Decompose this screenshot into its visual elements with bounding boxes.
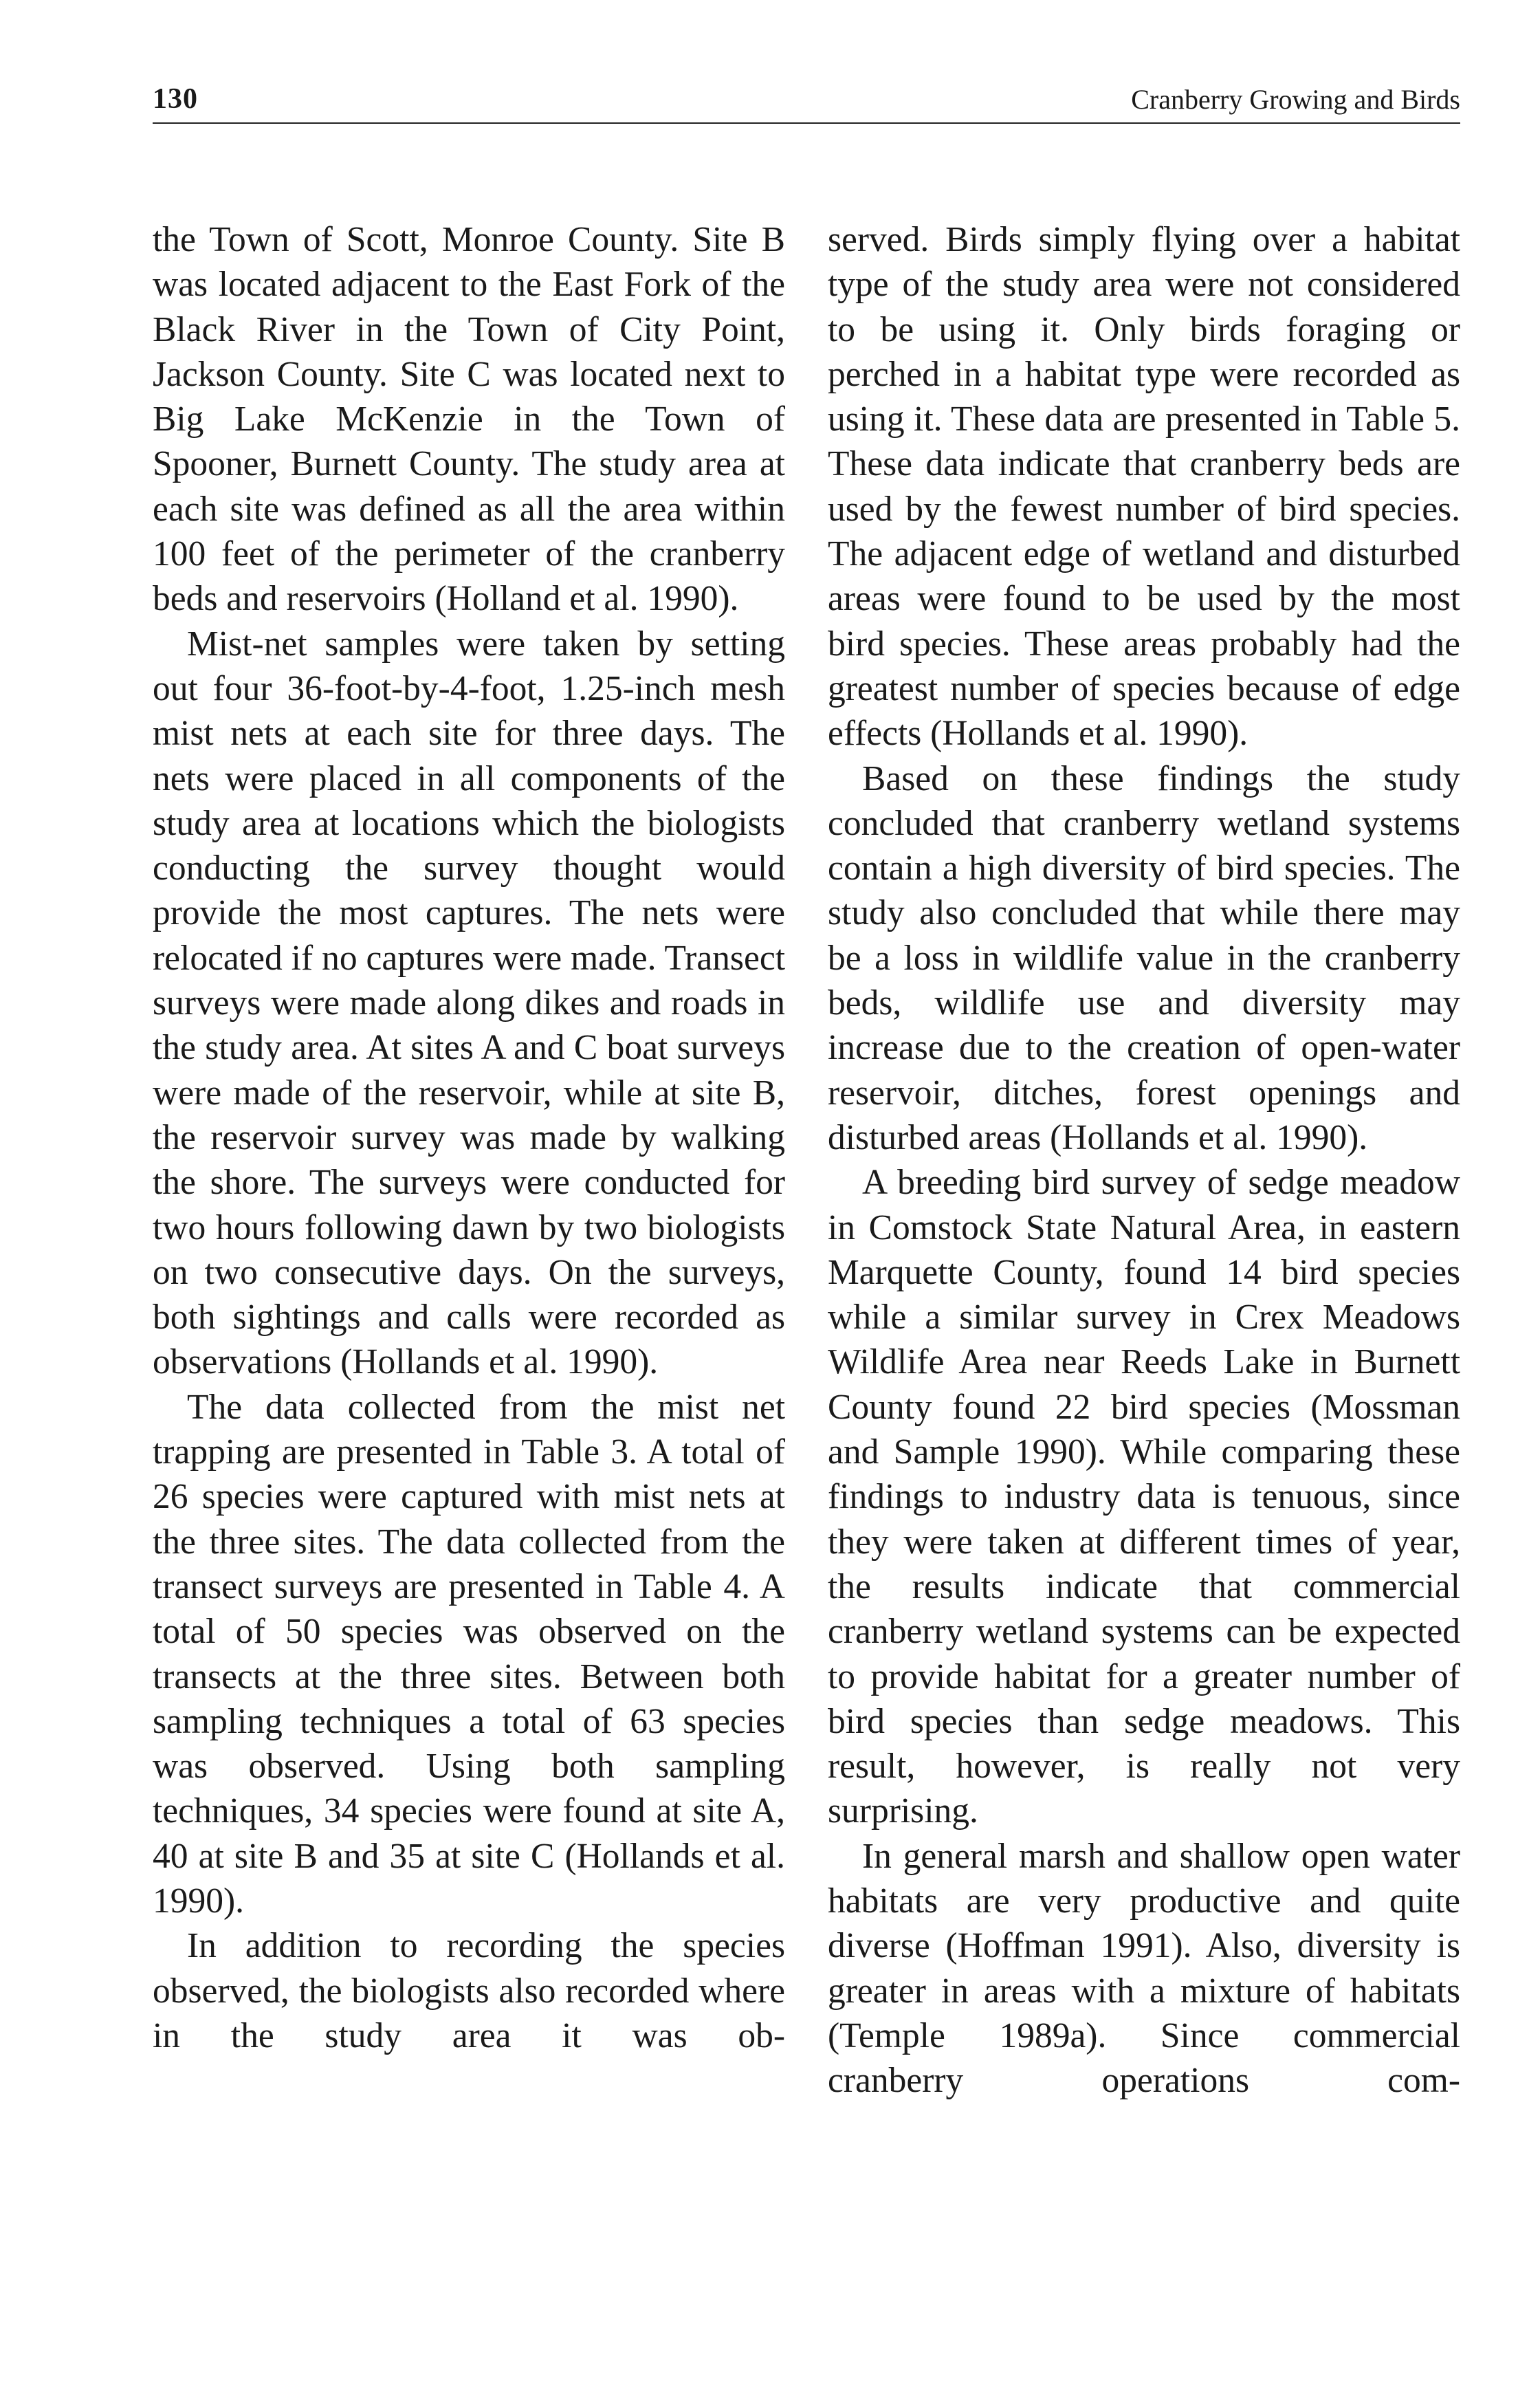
paragraph: A breeding bird survey of sedge meadow in Comstock State Natural Area, in eastern Marquette County, found 14 bird species while a similar survey in Crex Meadows Wildlife Area near Reeds Lake in Burnett County found 22 bird species (Mossman and Sample 1990). While comparing these findings to industry data is tenuous, since they were taken at different times of year, the results indicate that commercial cranberry wetland systems can be expected to provide habitat for a greater number of bird species than sedge meadows. This result, however, is really not very surprising. xyxy=(828,1163,1460,1831)
left-column xyxy=(153,217,785,2058)
paragraph: In addition to recording the species observed, the biologists also recorded where in the study area it was ob- xyxy=(153,1926,785,2055)
right-column xyxy=(828,217,1460,2103)
page-number: 130 xyxy=(153,83,198,115)
paragraph: the Town of Scott, Monroe County. Site B was located adjacent to the East Fork of the Black River in the Town of City Point, Jackson County. Site C was located next to Big Lake McKenzie in the Town of Spooner, Burnett County. The study area at each site was defined as all the area within 100 feet of the perimeter of the cranberry beds and reservoirs (Holland et al. 1990). xyxy=(153,220,785,619)
paragraph: In general marsh and shallow open water habitats are very productive and quite diverse (Hoffman 1991). Also, diversity is greater in areas with a mixture of habitats (Temple 1989a). Since commercial cranberry operations com- xyxy=(828,1836,1460,2101)
paragraph: The data collected from the mist net trapping are presented in Table 3. A total of 26 species were captured with mist nets at the three sites. The data collected from the transect surveys are presented in Table 4. A total of 50 species was observed on the transects at the three sites. Between both sampling techniques a total of 63 species was observed. Using both sampling techniques, 34 species were found at site A, 40 at site B and 35 at site C (Hollands et al. 1990). xyxy=(153,1387,785,1921)
paragraph: Based on these findings the study concluded that cranberry wetland systems contain a high diversity of bird species. The study also concluded that while there may be a loss in wildlife value in the cranberry beds, wildlife use and diversity may increase due to the creation of open-water reservoir, ditches, forest openings and disturbed areas (Hollands et al. 1990). xyxy=(828,758,1460,1157)
running-head xyxy=(153,69,1460,124)
paragraph: served. Birds simply flying over a habitat type of the study area were not considered to be using it. Only birds foraging or perched in a habitat type were recorded as using it. These data are presented in Table 5. These data indicate that cranberry beds are used by the fewest number of bird species. The adjacent edge of wetland and disturbed areas were found to be used by the most bird species. These areas probably had the greatest number of species because of edge effects (Hollands et al. 1990). xyxy=(828,220,1460,754)
running-title: Cranberry Growing and Birds xyxy=(1131,84,1460,115)
paragraph: Mist-net samples were taken by setting out four 36-foot-by-4-foot, 1.25-inch mesh mist nets at each site for three days. The nets were placed in all components of the study area at locations which the biologists conducting the survey thought would provide the most captures. The nets were relocated if no captures were made. Transect surveys were made along dikes and roads in the study area. At sites A and C boat surveys were made of the reservoir, while at site B, the reservoir survey was made by walking the shore. The surveys were conducted for two hours following dawn by two biologists on two consecutive days. On the surveys, both sightings and calls were recorded as observations (Hollands et al. 1990). xyxy=(153,624,785,1382)
